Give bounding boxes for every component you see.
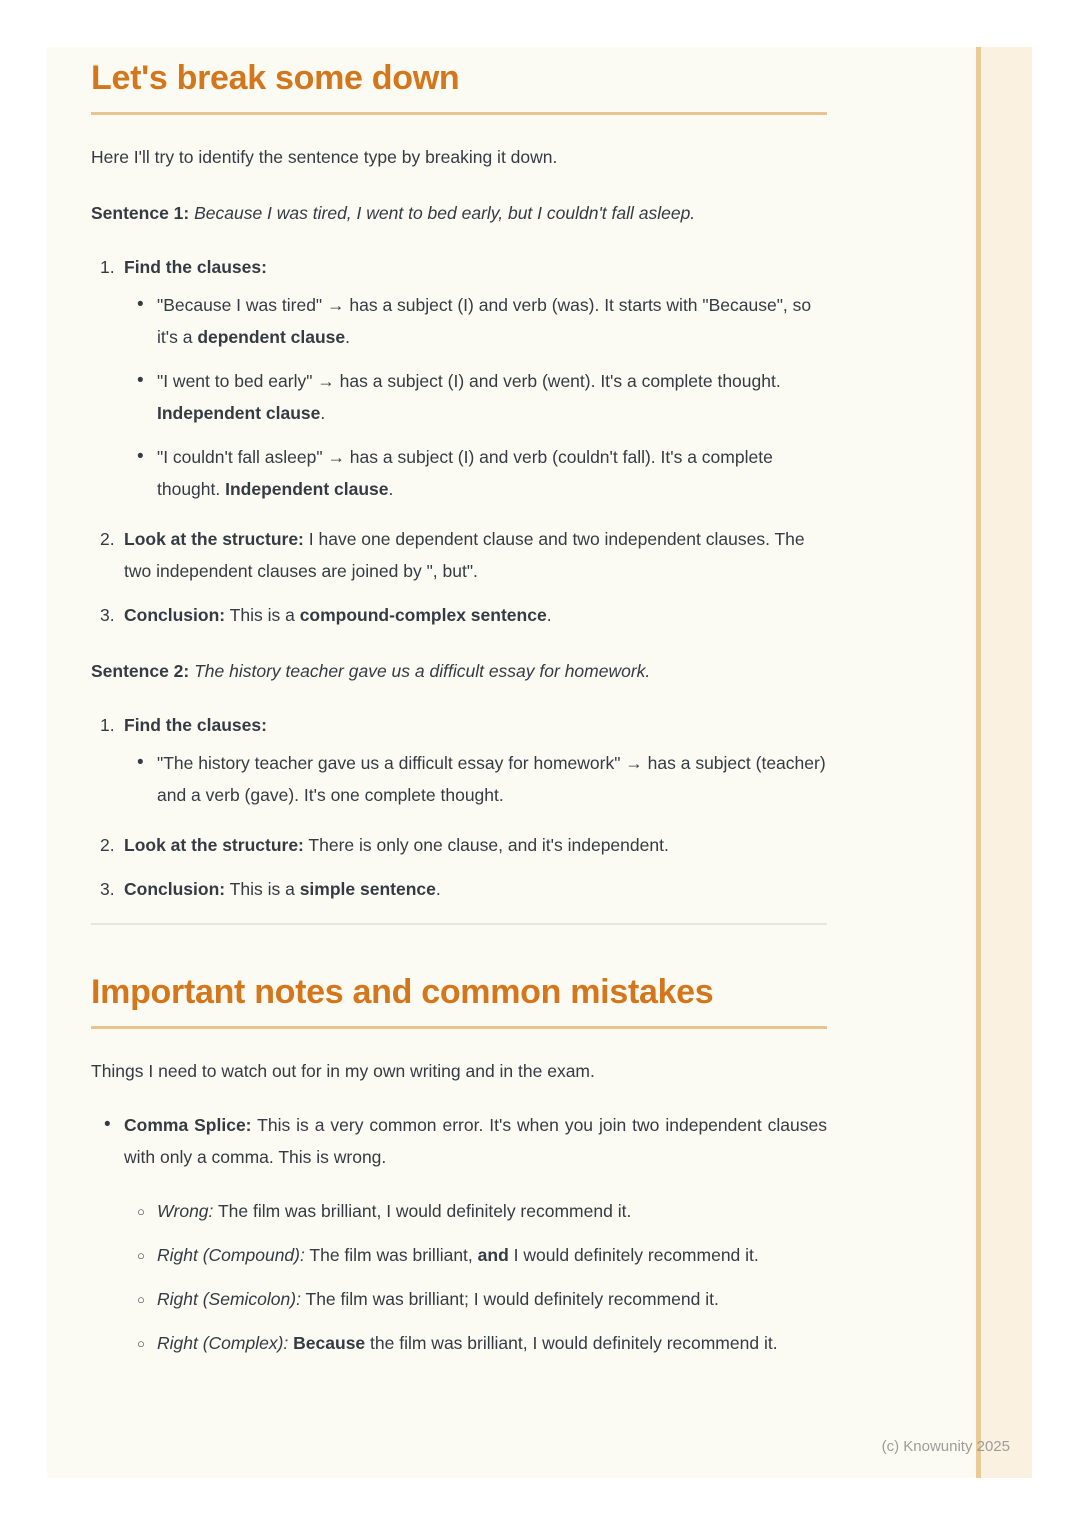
sentence-2-line: Sentence 2: The history teacher gave us a difficult essay for homework. [91,661,651,681]
mistakes-list [91,1109,827,1359]
sentence-1-line: Sentence 1: Because I was tired, I went to bed early, but I couldn't fall asleep. [91,203,696,223]
intro-paragraph: Things I need to watch out for in my own writing and in the exam. [91,1061,595,1081]
watermark: (c) Knowunity 2025 [881,1438,1010,1455]
page-edge-band [981,47,1032,1478]
circle-bullet-icon: ○ [137,1248,145,1263]
example-right-complex [124,1327,827,1359]
title-underline [91,112,827,115]
step-label: Conclusion: This is a compound-complex sentence. [124,605,552,625]
step-number: 1. [100,257,115,277]
intro-paragraph: Here I'll try to identify the sentence type by breaking it down. [91,147,558,167]
comma-splice-item [91,1109,827,1359]
list-item-text: "Because I was tired" → has a subject (I) and verb (was). It starts with "Because", so it's a dependent clause. [157,295,812,347]
example-right-compound [124,1239,827,1271]
step-label: Conclusion: This is a simple sentence. [124,879,441,899]
step-structure [91,829,827,861]
step-number: 2. [100,529,115,549]
bullet-icon: • [137,294,144,315]
step-number: 2. [100,835,115,855]
list-item [124,441,827,505]
list-item [124,365,827,429]
list-item [124,289,827,353]
clause-analysis-list [124,289,827,505]
sentence-2-steps [91,709,827,905]
example-text: Right (Semicolon): The film was brilliant; I would definitely recommend it. [157,1289,719,1309]
circle-bullet-icon: ○ [137,1292,145,1307]
step-conclusion [91,599,827,631]
bullet-icon: • [137,752,144,773]
step-number: 1. [100,715,115,735]
list-item-text: "I went to bed early" → has a subject (I) and verb (went). It's a complete thought. Independent clause. [157,371,781,423]
step-label: Look at the structure: There is only one clause, and it's independent. [124,835,669,855]
step-number: 3. [100,605,115,625]
section-title-breakdown: Let's break some down [91,59,460,97]
step-label: Look at the structure: I have one dependent clause and two independent clauses. The two independent clauses are joined by ", but". [124,529,805,581]
bullet-icon: • [137,370,144,391]
bullet-icon: • [137,446,144,467]
example-text: Wrong: The film was brilliant, I would definitely recommend it. [157,1201,632,1221]
step-number: 3. [100,879,115,899]
list-item [124,747,827,811]
document-card [47,47,981,1478]
section-notes-mistakes [91,971,827,1359]
example-text: Right (Compound): The film was brilliant, and I would definitely recommend it. [157,1245,759,1265]
step-structure [91,523,827,587]
comma-splice-text: Comma Splice: This is a very common error. It's when you join two independent clauses with only a comma. This is wrong. [124,1115,827,1167]
clause-analysis-list [124,747,827,811]
title-underline [91,1026,827,1029]
comma-splice-examples [124,1195,827,1359]
step-label: Find the clauses: [124,715,267,735]
circle-bullet-icon: ○ [137,1336,145,1351]
sentence-1-steps [91,251,827,631]
example-wrong [124,1195,827,1227]
list-item-text: "The history teacher gave us a difficult essay for homework" → has a subject (teacher) and a verb (gave). It's one complete thought. [157,753,826,805]
section-title-notes: Important notes and common mistakes [91,973,714,1011]
step-conclusion [91,873,827,905]
bullet-icon: • [104,1114,111,1135]
list-item-text: "I couldn't fall asleep" → has a subject (I) and verb (couldn't fall). It's a complete thought. Independent clause. [157,447,773,499]
step-find-clauses [91,251,827,505]
example-text: Right (Complex): Because the film was brilliant, I would definitely recommend it. [157,1333,778,1353]
step-label: Find the clauses: [124,257,267,277]
circle-bullet-icon: ○ [137,1204,145,1219]
example-right-semicolon [124,1283,827,1315]
section-breakdown [91,57,827,905]
step-find-clauses [91,709,827,811]
section-divider [91,923,827,925]
